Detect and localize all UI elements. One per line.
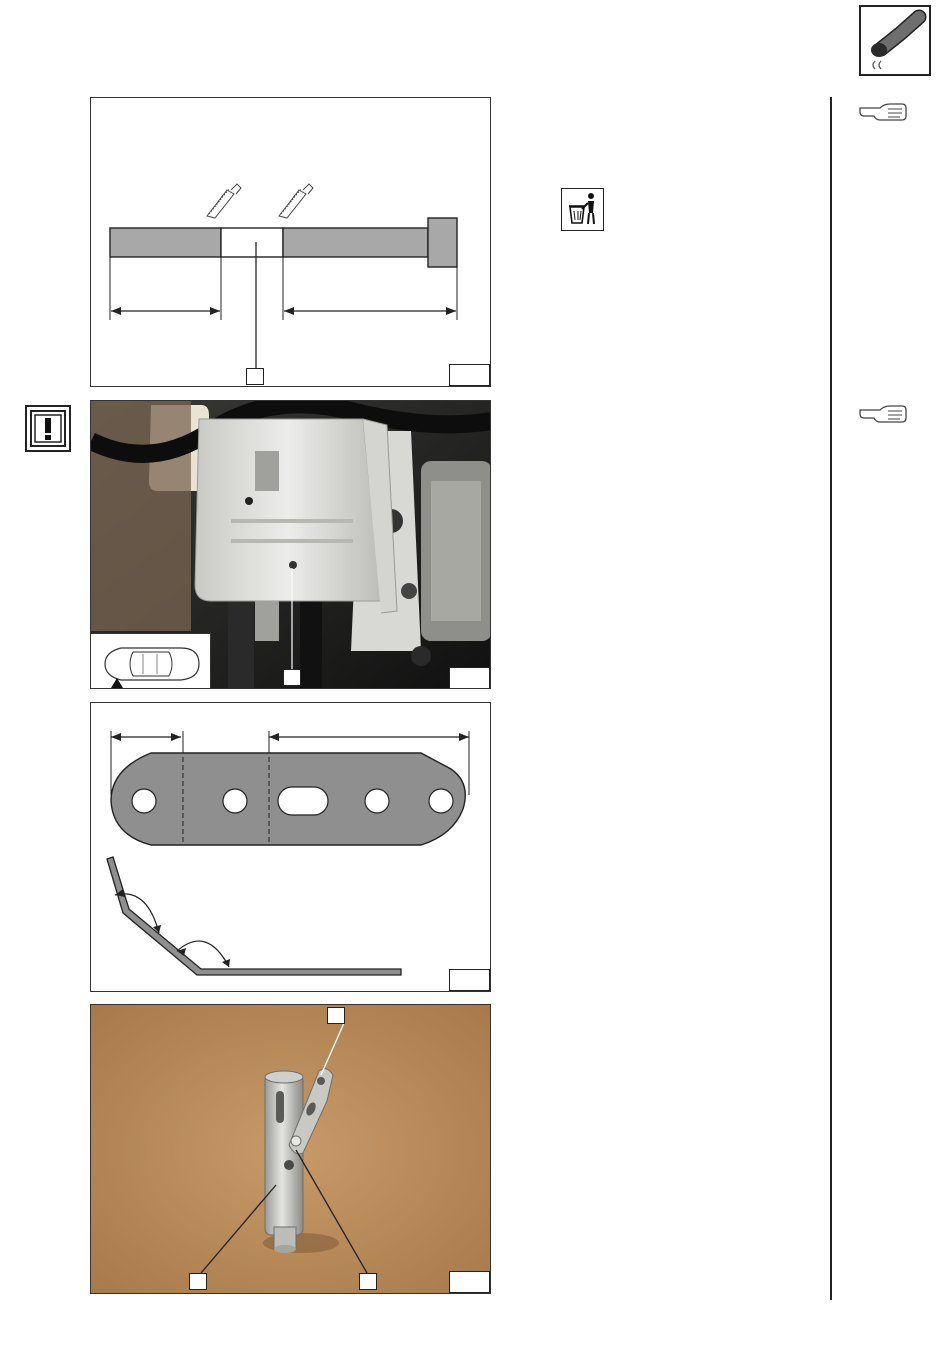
figure-vehicle-photo	[90, 400, 491, 689]
saw-cut-icon	[207, 184, 241, 218]
section-badge	[859, 5, 931, 76]
figure-ref-tag	[449, 1271, 490, 1293]
part-photo	[91, 1005, 491, 1294]
saw-cut-icon	[279, 184, 313, 218]
vehicle-inset	[91, 633, 211, 689]
figure-ref-tag	[449, 364, 490, 386]
callout-label	[327, 1007, 345, 1024]
figure-ref-tag	[449, 969, 490, 991]
figure-part-photo	[90, 1004, 491, 1294]
figure-ref-tag	[449, 667, 490, 689]
callout-label	[189, 1273, 207, 1290]
pointing-hand-icon	[858, 98, 908, 124]
pointing-hand-icon	[858, 400, 908, 426]
callout-label	[246, 368, 264, 385]
disposal-box	[561, 188, 604, 231]
figure-cut-diagram	[90, 97, 491, 387]
bracket-drawing	[91, 703, 491, 992]
cut-diagram-drawing	[91, 98, 491, 387]
dispose-in-bin-icon	[562, 189, 602, 229]
figure-bracket-drawing	[90, 702, 491, 992]
callout-label	[359, 1273, 377, 1290]
warning-box	[25, 405, 71, 452]
vehicle-top-view-icon	[91, 634, 209, 689]
callout-label	[283, 669, 301, 686]
exhaust-pipe-icon	[861, 7, 929, 74]
exclamation-warning-icon	[27, 407, 69, 450]
column-divider	[830, 97, 832, 1300]
